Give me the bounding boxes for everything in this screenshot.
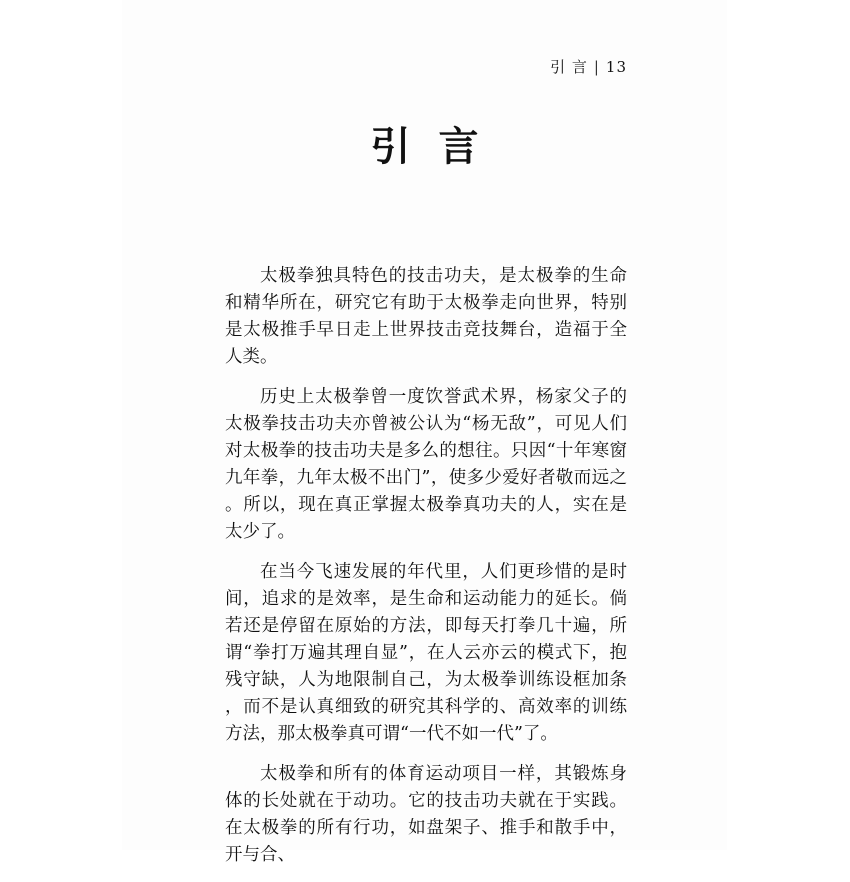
body-text (225, 263, 627, 882)
page-number: 13 (605, 58, 627, 76)
header-section-title: 引 言 (550, 58, 588, 76)
paragraph: 太极拳独具特色的技击功夫，是太极拳的生命和精华所在，研究它有助于太极拳走向世界，特别是太极推手早日走上世界技击竞技舞台，造福于全人类。 (225, 266, 627, 367)
paragraph: 在当今飞速发展的年代里，人们更珍惜的是时间，追求的是效率，是生命和运动能力的延长。倘若还是停留在原始的方法，即每天打拳几十遍，所谓“拳打万遍其理自显”，在人云亦云的模式下，抱残守缺，人为地限制自己，为太极拳训练设框加条，而不是认真细致的研究其科学的、高效率的训练方法，那太极拳真可谓“一代不如一代”了。 (225, 562, 627, 744)
header-separator: | (593, 58, 600, 76)
paragraph: 太极拳和所有的体育运动项目一样，其锻炼身体的长处就在于动功。它的技击功夫就在于实践。在太极拳的所有行功，如盘架子、推手和散手中，开与合、 (225, 764, 627, 865)
chapter-title: 引言 (370, 124, 507, 170)
running-header (550, 57, 627, 77)
paragraph: 历史上太极拳曾一度饮誉武术界，杨家父子的太极拳技击功夫亦曾被公认为“杨无敌”，可见人们对太极拳的技击功夫是多么的想往。只因“十年寒窗九年拳，九年太极不出门”，使多少爱好者敬而远之。所以，现在真正掌握太极拳真功夫的人，实在是太少了。 (225, 387, 627, 542)
book-page (122, 0, 727, 865)
